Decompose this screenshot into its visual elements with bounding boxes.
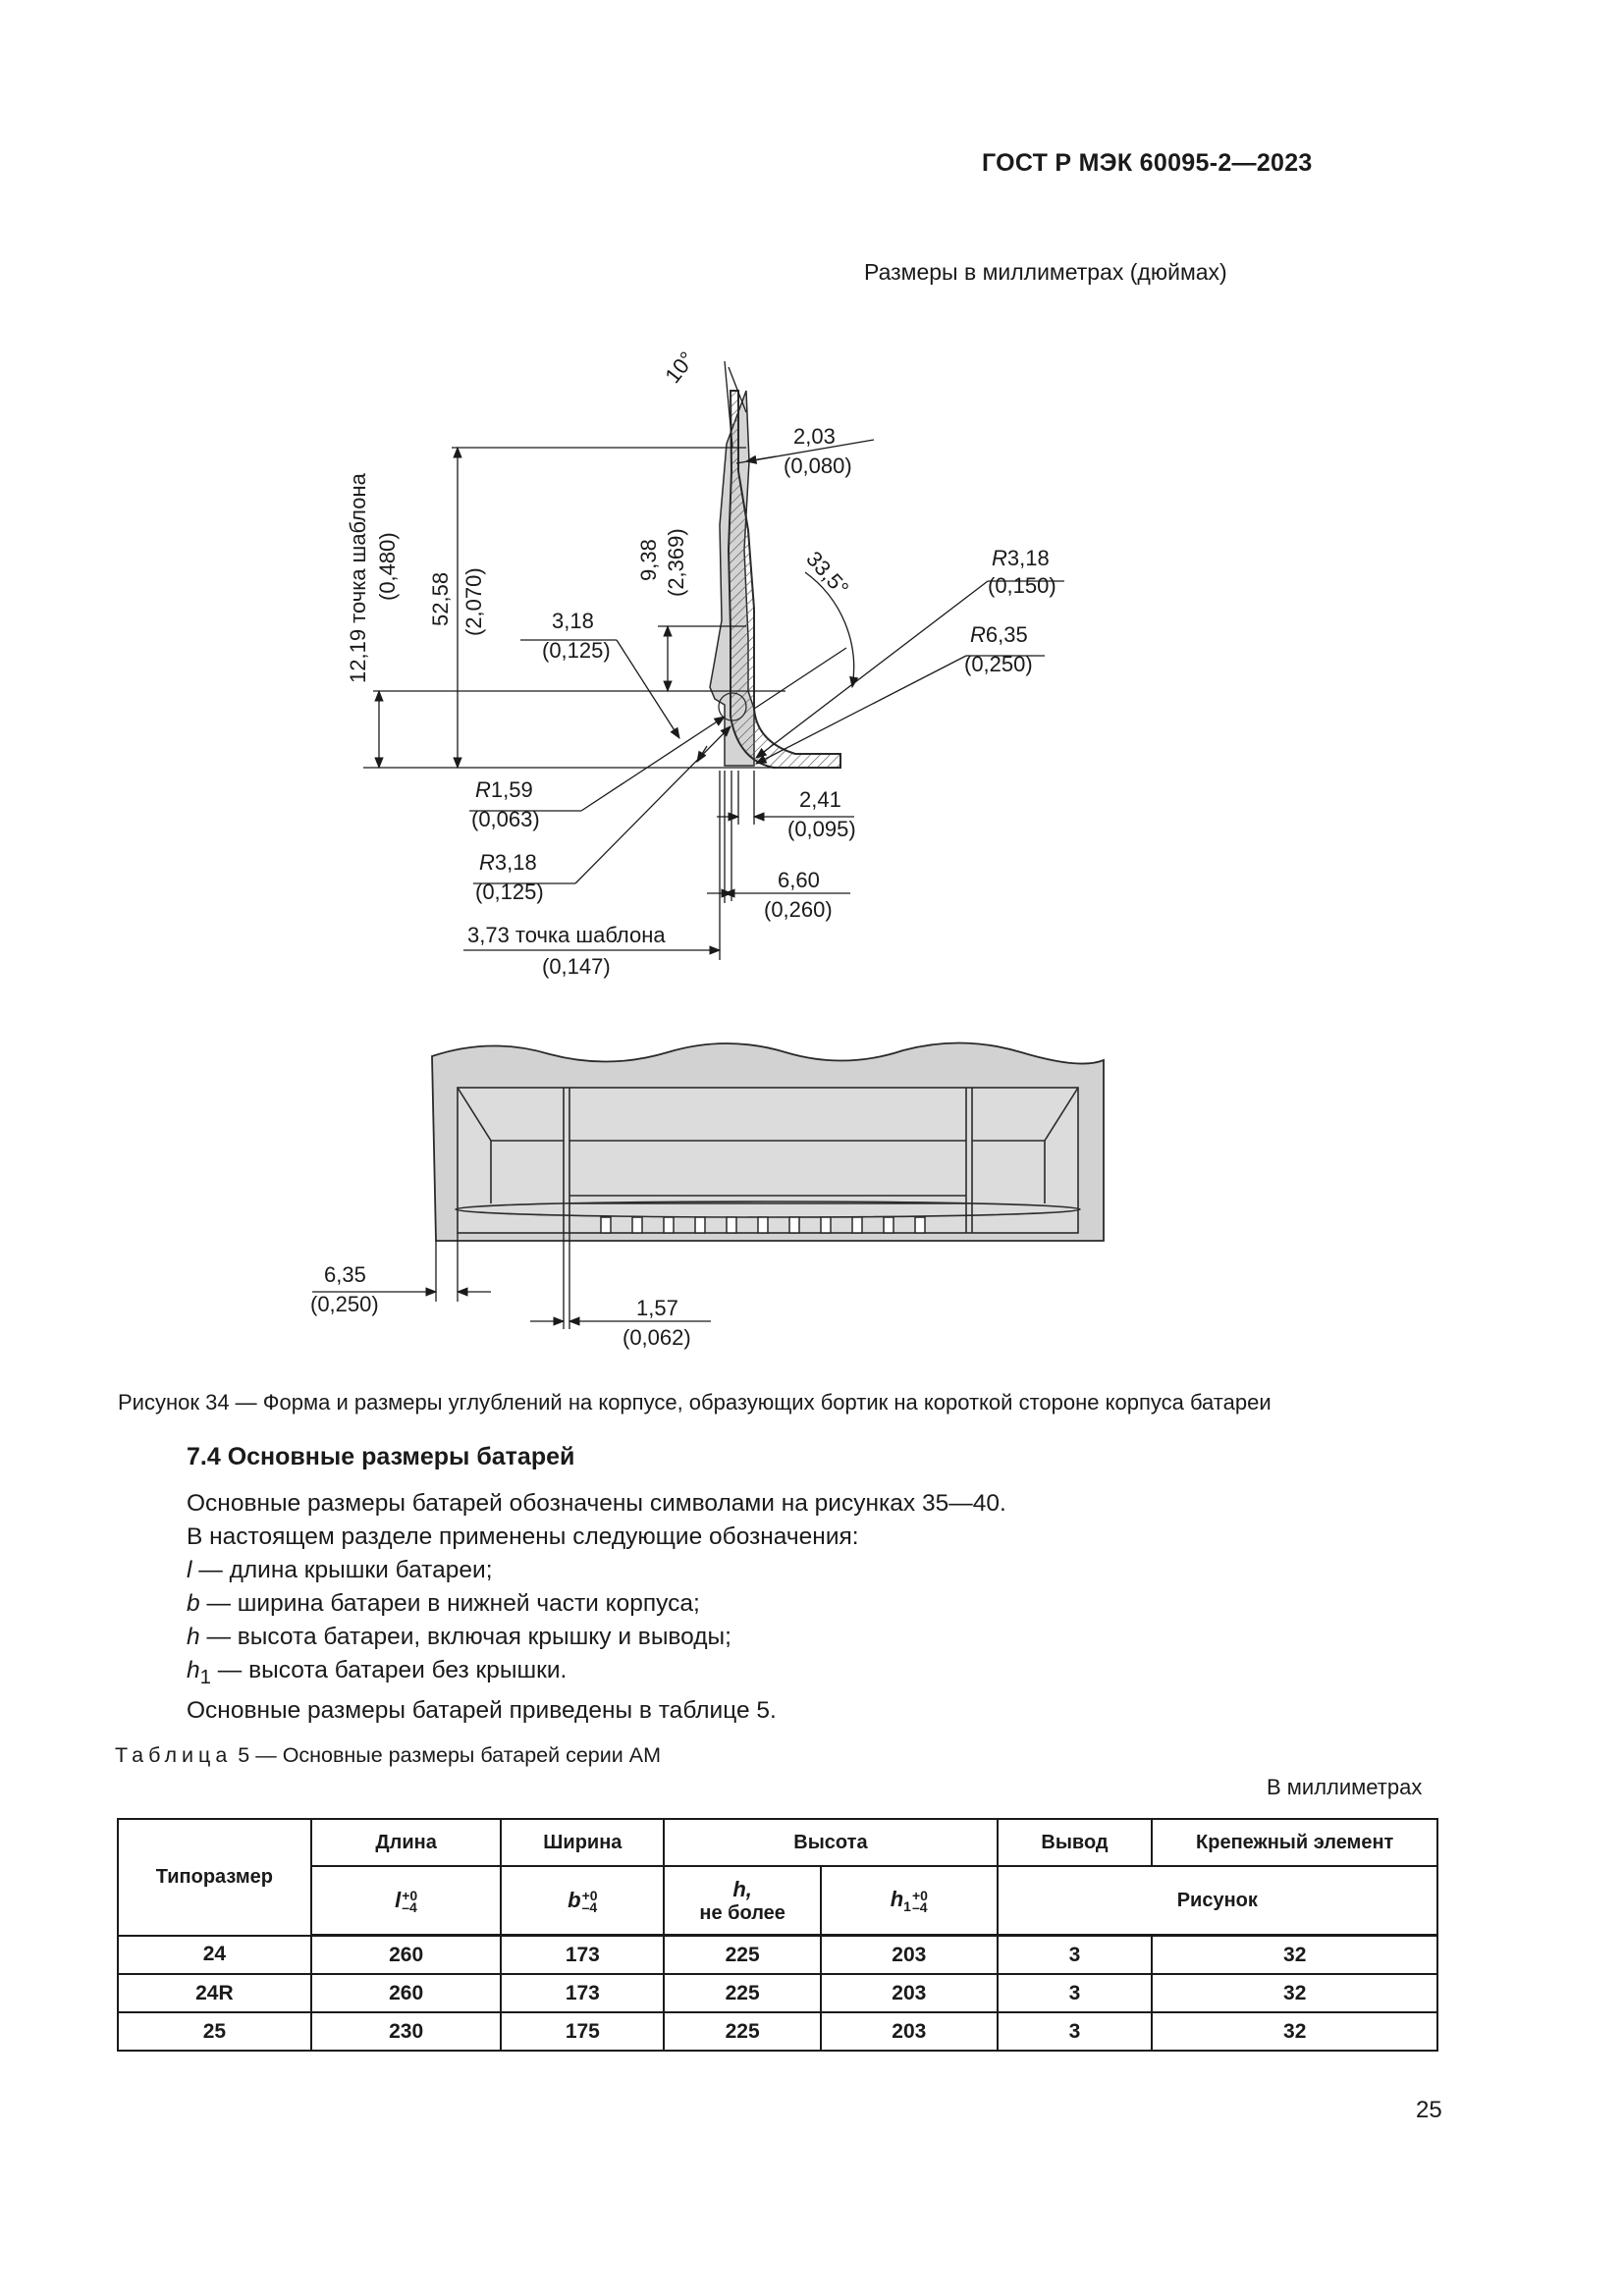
dim-203-label: 2,03 xyxy=(793,424,836,449)
cell-width: 175 xyxy=(501,2012,664,2051)
cell-width: 173 xyxy=(501,1974,664,2012)
dim-5258-inch: (2,070) xyxy=(461,567,486,636)
section-title: 7.4 Основные размеры батарей xyxy=(187,1443,575,1470)
dim-660-label: 6,60 xyxy=(778,868,820,892)
cell-height-h: 225 xyxy=(664,1936,821,1975)
table-row xyxy=(118,1936,1437,1975)
col-length-header: Длина xyxy=(311,1819,502,1866)
dim-1219-inch: (0,480) xyxy=(375,532,400,601)
dim-203-inch: (0,080) xyxy=(784,454,852,478)
radius-159-inch: (0,063) xyxy=(471,807,540,831)
cell-length: 260 xyxy=(311,1936,502,1975)
cell-height-h1: 203 xyxy=(821,1974,998,2012)
dim-660-inch: (0,260) xyxy=(764,897,833,922)
document-header: ГОСТ Р МЭК 60095-2—2023 xyxy=(982,149,1313,177)
cell-type: 25 xyxy=(118,2012,311,2051)
cell-terminal-figure: 3 xyxy=(998,2012,1153,2051)
dim-373-label: 3,73 точка шаблона xyxy=(467,923,666,947)
intro-line-1: Основные размеры батарей обозначены символами на рисунках 35—40. xyxy=(187,1490,1006,1517)
col-type-header: Типоразмер xyxy=(118,1819,311,1936)
cell-terminal-figure: 3 xyxy=(998,1936,1153,1975)
symbol-l-cell: l+0 –4 xyxy=(311,1866,502,1936)
radius-318-top-label: R3,18 xyxy=(992,546,1050,570)
figure-caption: Рисунок 34 — Форма и размеры углублений на корпусе, образующих бортик на короткой стороне корпуса батареи xyxy=(118,1390,1272,1415)
radius-635-label: R6,35 xyxy=(970,622,1028,647)
definition-h1: $h_1$ — высота батареи без крышки. xyxy=(187,1657,568,1688)
dim-157-inch: (0,062) xyxy=(623,1325,691,1350)
units-note: Размеры в миллиметрах (дюймах) xyxy=(864,259,1227,285)
cell-fastener-figure: 32 xyxy=(1152,2012,1437,2051)
cell-fastener-figure: 32 xyxy=(1152,1936,1437,1975)
dim-5258-label: 52,58 xyxy=(428,571,453,626)
intro-line-2: В настоящем разделе применены следующие обозначения: xyxy=(187,1523,859,1550)
radius-318-bottom-inch: (0,125) xyxy=(475,880,544,904)
cell-height-h: 225 xyxy=(664,1974,821,2012)
angle-335-label: 33,5° xyxy=(801,546,854,601)
dim-318-label: 3,18 xyxy=(552,609,594,633)
cell-height-h1: 203 xyxy=(821,1936,998,1975)
cell-height-h1: 203 xyxy=(821,2012,998,2051)
table-title: Таблица 5 — Основные размеры батарей серии АМ xyxy=(115,1743,661,1767)
section-body xyxy=(187,1487,1006,1728)
definition-b: b — ширина батареи в нижней части корпуса; xyxy=(187,1590,700,1617)
radius-635-inch: (0,250) xyxy=(964,652,1033,676)
angle-10-label: 10° xyxy=(660,347,700,389)
table-row xyxy=(118,2012,1437,2051)
profile-drawing xyxy=(0,0,1624,982)
radius-318-bottom-label: R3,18 xyxy=(479,850,537,875)
outro-line: Основные размеры батарей приведены в таблице 5. xyxy=(187,1696,777,1724)
cell-type: 24R xyxy=(118,1974,311,2012)
dim-938-inch: (2,369) xyxy=(664,528,688,597)
col-height-header: Высота xyxy=(664,1819,997,1866)
table-units: В миллиметрах xyxy=(1267,1775,1423,1799)
cell-length: 230 xyxy=(311,2012,502,2051)
case-side-view xyxy=(0,1021,1624,1355)
radius-159-label: R1,59 xyxy=(475,777,533,802)
symbol-h-cell: h, не более xyxy=(664,1866,821,1936)
dim-318-inch: (0,125) xyxy=(542,638,611,663)
cell-type: 24 xyxy=(118,1936,311,1975)
radius-318-top-inch: (0,150) xyxy=(988,573,1056,598)
cell-width: 173 xyxy=(501,1936,664,1975)
dim-157-label: 1,57 xyxy=(636,1296,678,1320)
table-row xyxy=(118,1974,1437,2012)
cell-length: 260 xyxy=(311,1974,502,2012)
cell-fastener-figure: 32 xyxy=(1152,1974,1437,2012)
dim-938-label: 9,38 xyxy=(636,539,661,581)
dim-635-inch: (0,250) xyxy=(310,1292,379,1316)
dim-241-label: 2,41 xyxy=(799,787,841,812)
col-width-header: Ширина xyxy=(501,1819,664,1866)
col-terminal-header: Вывод xyxy=(998,1819,1153,1866)
dim-241-inch: (0,095) xyxy=(787,817,856,841)
dim-373-inch: (0,147) xyxy=(542,954,611,979)
cell-terminal-figure: 3 xyxy=(998,1974,1153,2012)
dim-1219-label: 12,19 точка шаблона xyxy=(346,473,370,683)
symbol-h1-cell: $h_1+0$ –4 xyxy=(821,1866,998,1936)
page-number: 25 xyxy=(1416,2097,1442,2123)
cell-height-h: 225 xyxy=(664,2012,821,2051)
definition-l: l — длина крышки батареи; xyxy=(187,1557,493,1583)
dim-635-label: 6,35 xyxy=(324,1262,366,1287)
figure-label-cell: Рисунок xyxy=(998,1866,1437,1936)
col-fastener-header: Крепежный элемент xyxy=(1152,1819,1437,1866)
definition-h: h — высота батареи, включая крышку и выводы; xyxy=(187,1624,731,1650)
dimensions-table xyxy=(117,1818,1438,2052)
symbol-b-cell: b+0 –4 xyxy=(501,1866,664,1936)
